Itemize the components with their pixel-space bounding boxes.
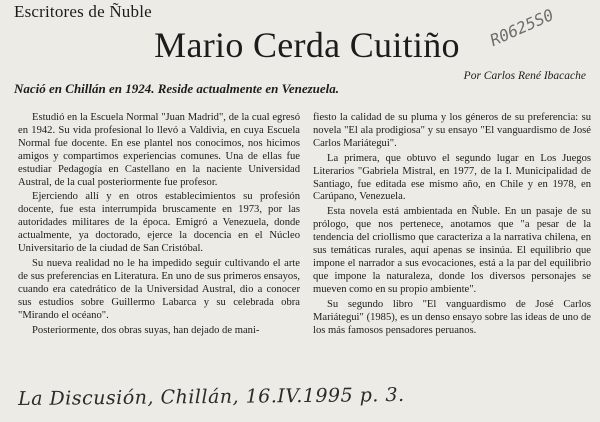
paragraph-continuation: fiesto la calidad de su pluma y los géneros de su preferencia: su novela "El ala prodigiosa" y su ensayo "El vanguardismo de José Carlos Mariátegui". (313, 112, 591, 149)
paragraph: La primera, que obtuvo el segundo lugar en Los Juegos Literarios "Gabriela Mistral, en 1977, de la I. Municipalidad de Santiago, fue editada ese mismo año, en Chile y en 1978, en Carúpano, Venezuela. (313, 152, 591, 203)
paragraph: Posteriormente, dos obras suyas, han dejado de mani- (32, 324, 260, 336)
right-column (313, 112, 591, 337)
paragraph: Ejerciendo allí y en otros establecimientos su profesión docente, fue esta interrumpida bruscamente en 1973, por las autoridades militares de la época. Emigró a Venezuela, donde actualmente, ya doctorado, ejerce la docencia en el Núcleo Universitario de la ciudad de San Cristóbal. (18, 191, 300, 255)
paragraph: Su segundo libro "El vanguardismo de José Carlos Mariátegui" (1985), es un denso ensayo sobre las ideas de uno de los más famosos pensadores peruanos. (313, 298, 591, 336)
byline: Por Carlos René Ibacache (463, 70, 586, 82)
article-title: Mario Cerda Cuitiño (154, 25, 460, 65)
paragraph: Estudió en la Escuela Normal "Juan Madrid", de la cual egresó en 1942. Su vida profesional lo llevó a Valdivia, en cuya Escuela Normal fue docente. En ese plantel nos conocimos, nos hicimos amigos y compartimos experiencias comunes. Una de ellas fue estudiar Pedagogía en Castellano en la naciente Universidad Austral, de la cual posteriormente fue profesor. (18, 112, 300, 188)
paragraph: Su nueva realidad no le ha impedido seguir cultivando el arte de sus preferencias en Literatura. En uno de sus primeros ensayos, cuando era catedrático de la Universidad Austral, dio a conocer sus estudios sobre Guillermo Labarca y su celebrada obra "Mirando el océano". (18, 257, 300, 321)
section-label: Escritores de Ñuble (14, 2, 152, 21)
left-column (18, 112, 300, 337)
paragraph: Esta novela está ambientada en Ñuble. En un pasaje de su prólogo, que nos pertenece, anotamos que "a pesar de la tendencia del criollismo que caracteriza a la narrativa chilena, en sus temáticas rurales, aquí apenas se insinúa. El equilibrio que impone el narrador a sus evocaciones, está a la par del equilibrio que impone la naturaleza, donde los diversos personajes se mueven como en su propio ambiente". (313, 206, 591, 295)
handwritten-catalog-number: R0625S0 (487, 5, 557, 50)
handwritten-source-note: La Discusión, Chillán, 16.IV.1995 p. 3. (17, 383, 405, 411)
lede: Nació en Chillán en 1924. Reside actualmente en Venezuela. (14, 81, 340, 96)
